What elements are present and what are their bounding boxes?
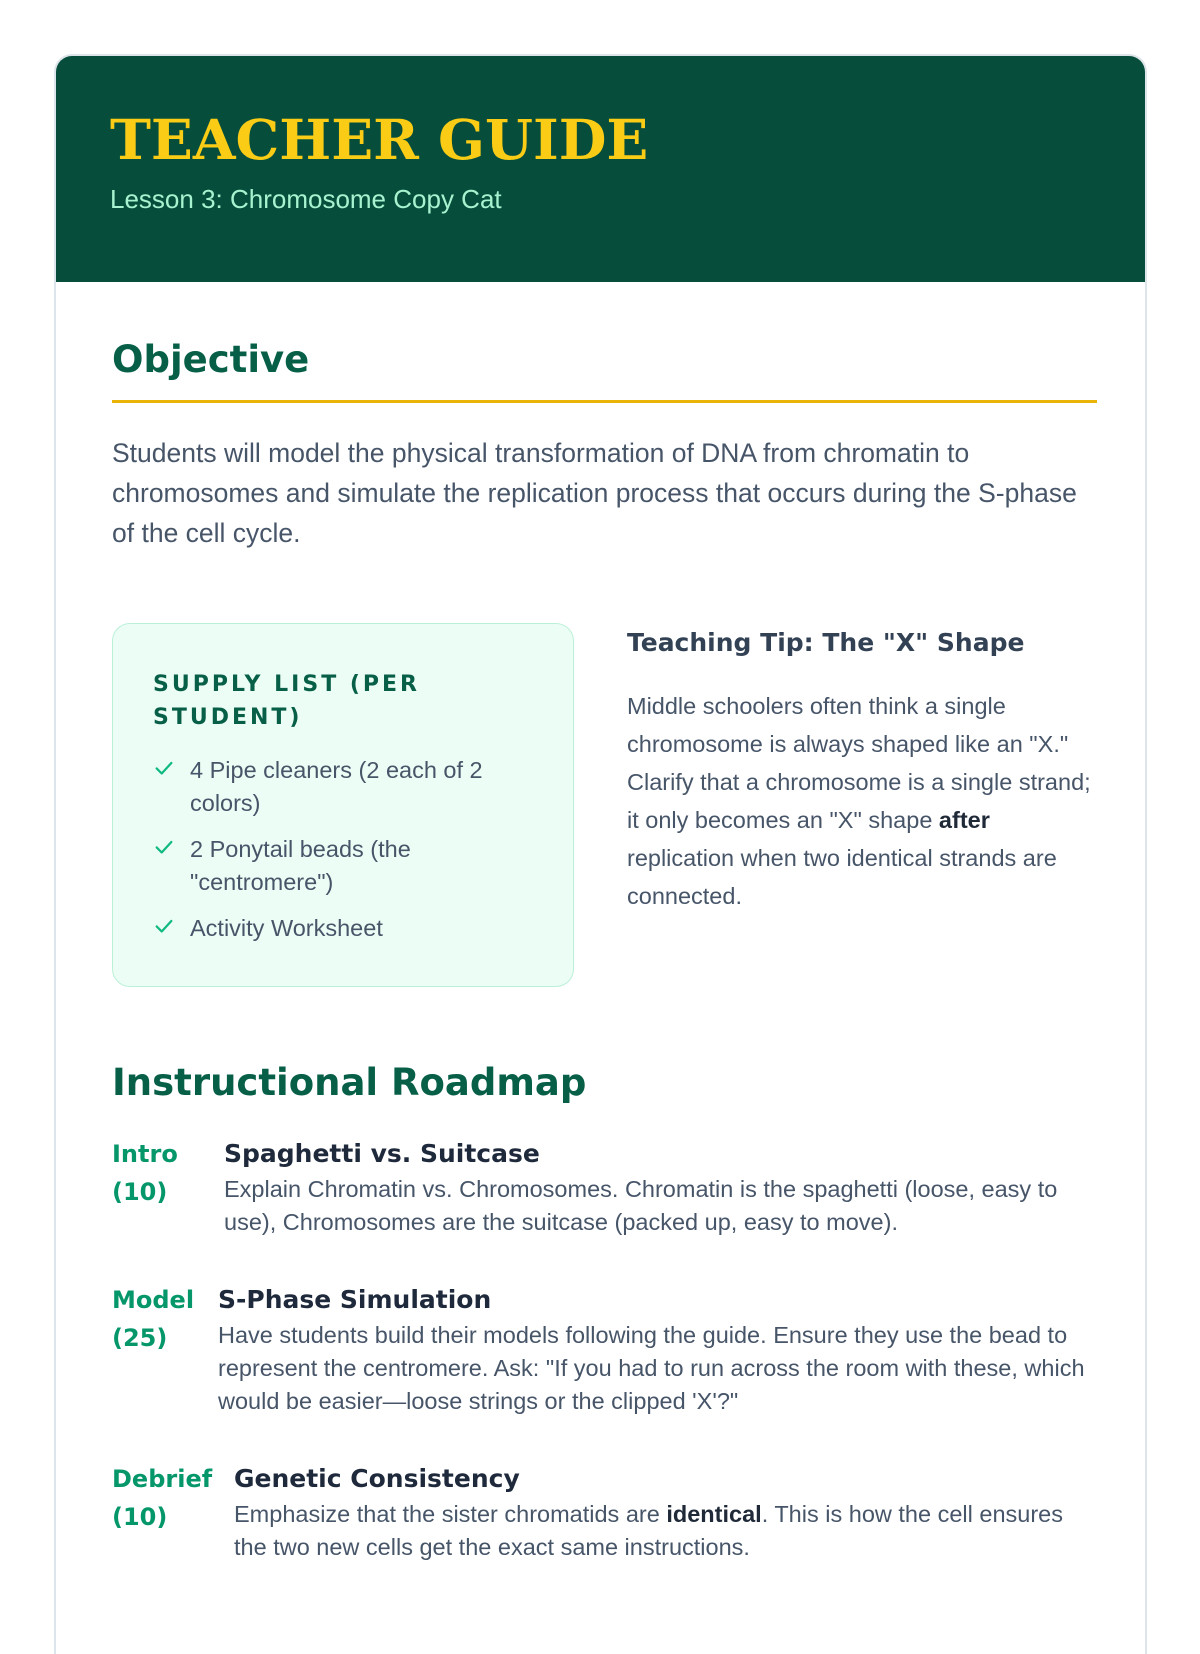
guide-header (56, 56, 1145, 282)
step-label (112, 1135, 224, 1239)
roadmap-step (112, 1281, 1089, 1418)
guide-title: TEACHER GUIDE (110, 107, 649, 172)
supply-list (153, 754, 533, 945)
step-label-word: Intro (112, 1140, 178, 1168)
supply-list-card (112, 623, 574, 987)
objective-text: Students will model the physical transformation of DNA from chromatin to chromosomes and simulate the replication process that occurs during the S-phase of the cell cycle. (112, 438, 1077, 548)
tip-text-part: Middle schoolers often think a single chromosome is always shaped like an "X." Clarify that a chromosome is a single strand; it only becomes an "X" shape (627, 693, 1091, 833)
teaching-tip (627, 623, 1097, 915)
step-body (234, 1460, 1089, 1564)
step-text-part: Emphasize that the sister chromatids are (234, 1501, 667, 1527)
step-label (112, 1460, 234, 1564)
step-label (112, 1281, 218, 1418)
roadmap-step (112, 1460, 1089, 1564)
tip-text-emphasis: after (938, 807, 990, 833)
supply-item (153, 833, 523, 899)
roadmap-heading: Instructional Roadmap (112, 1061, 587, 1104)
tip-text-part: replication when two identical strands are connected. (627, 845, 1057, 909)
roadmap-steps (112, 1135, 1089, 1564)
step-label-word: Debrief (112, 1465, 213, 1493)
check-icon (153, 757, 175, 779)
guide-content (56, 282, 1145, 1564)
objective-heading: Objective (112, 338, 310, 381)
step-title: Spaghetti vs. Suitcase (224, 1139, 540, 1168)
step-text-part: Have students build their models following the guide. Ensure they use the bead to represent the centromere. Ask: "If you had to run across the room with these, which would be easier—loose strings or the clipped 'X'?" (218, 1322, 1085, 1414)
roadmap-step (112, 1135, 1089, 1239)
step-body (224, 1135, 1089, 1239)
supply-list-heading: SUPPLY LIST (PER STUDENT) (153, 672, 421, 730)
step-text (218, 1319, 1089, 1418)
step-label-minutes: (25) (112, 1324, 168, 1352)
teaching-tip-text (627, 687, 1097, 915)
objective-divider (112, 400, 1097, 403)
step-text-part: . This is how the cell ensures the two new cells get the exact same instructions. (234, 1501, 1063, 1560)
lesson-subtitle: Lesson 3: Chromosome Copy Cat (110, 184, 502, 214)
step-title: S-Phase Simulation (218, 1285, 492, 1314)
step-text-emphasis: identical (666, 1501, 762, 1527)
step-label-minutes: (10) (112, 1178, 168, 1206)
step-text (234, 1498, 1089, 1564)
step-title: Genetic Consistency (234, 1464, 520, 1493)
supply-item (153, 754, 523, 820)
step-body (218, 1281, 1089, 1418)
teaching-tip-heading: Teaching Tip: The "X" Shape (627, 628, 1025, 657)
step-label-minutes: (10) (112, 1503, 168, 1531)
supply-item-label: Activity Worksheet (190, 915, 383, 941)
step-text-part: Explain Chromatin vs. Chromosomes. Chromatin is the spaghetti (loose, easy to use), Chromosomes are the suitcase (packed up, easy to move). (224, 1176, 1058, 1235)
check-icon (153, 836, 175, 858)
supply-item-label: 2 Ponytail beads (the "centromere") (190, 836, 411, 895)
step-text (224, 1173, 1089, 1239)
supply-item-label: 4 Pipe cleaners (2 each of 2 colors) (190, 757, 483, 816)
teacher-guide-page (54, 54, 1147, 1654)
check-icon (153, 915, 175, 937)
step-label-word: Model (112, 1286, 195, 1314)
supply-and-tip-row (112, 623, 1089, 987)
supply-item (153, 912, 523, 945)
